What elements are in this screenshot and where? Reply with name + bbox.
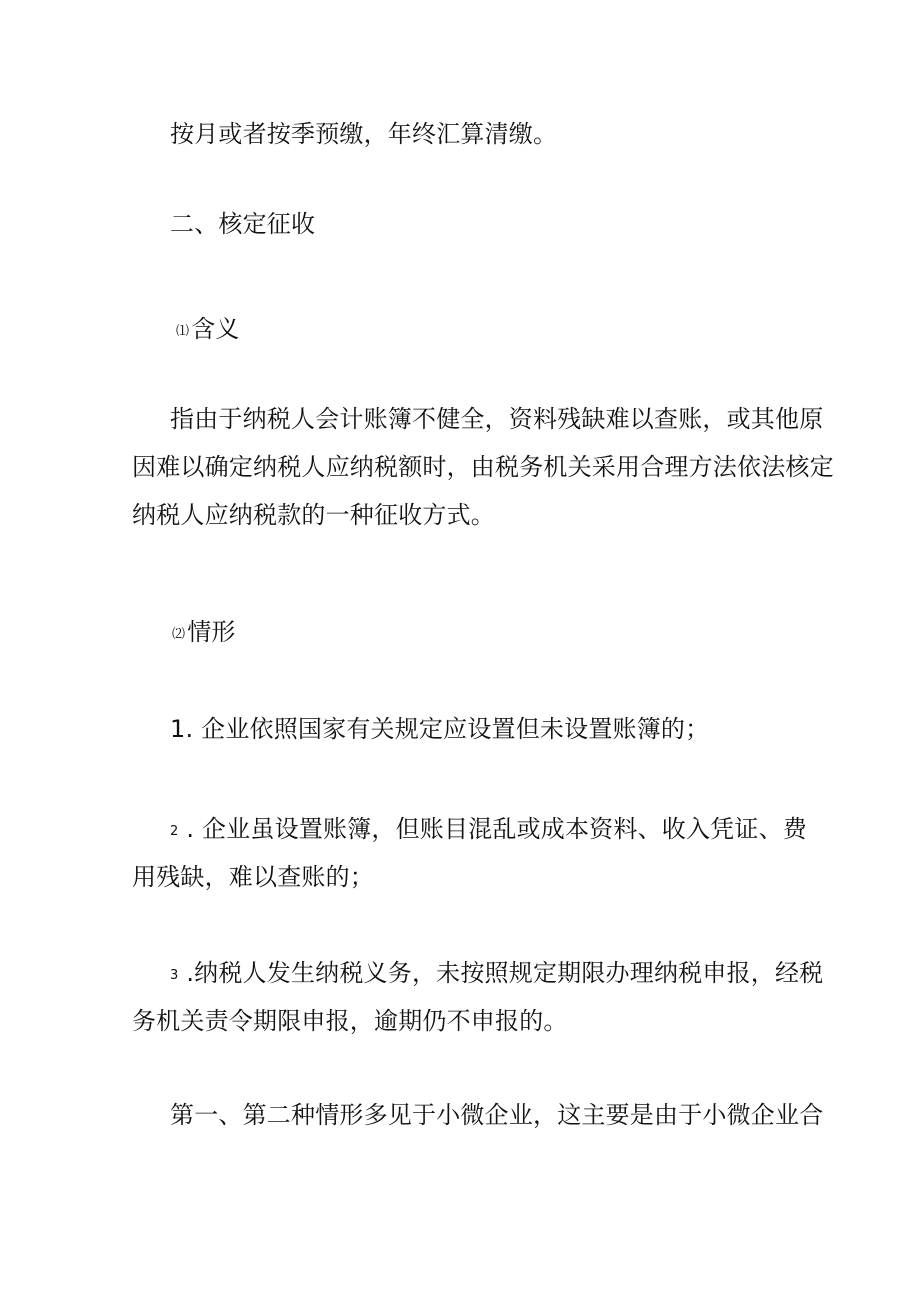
- case-item-2-continued: 用残缺，难以查账的；: [132, 863, 374, 891]
- definition-line: 指由于纳税人会计账簿不健全，资料残缺难以查账，或其他原: [170, 405, 824, 433]
- section-heading: 二、核定征收: [170, 210, 316, 238]
- closing-paragraph: 第一、第二种情形多见于小微企业，这主要是由于小微企业合: [170, 1101, 824, 1129]
- subheading-marker: ⑵: [172, 627, 186, 642]
- subheading-cases: [172, 616, 236, 651]
- case-number: 3: [170, 968, 179, 983]
- case-text: .纳税人发生纳税义务，未按照规定期限办理纳税申报，经税: [178, 959, 824, 987]
- paragraph-prepayment: 按月或者按季预缴，年终汇算清缴。: [170, 120, 558, 148]
- case-number: 2: [170, 824, 179, 839]
- case-text: . 企业虽设置账簿，但账目混乱或成本资料、收入凭证、费: [178, 815, 807, 843]
- case-item-3: [170, 957, 823, 992]
- case-item-3-continued: 务机关责令期限申报，逾期仍不申报的。: [132, 1007, 568, 1035]
- subheading-marker: ⑴: [176, 324, 190, 339]
- subheading-meaning: [176, 313, 240, 348]
- subheading-text: 情形: [187, 618, 236, 646]
- definition-line: 纳税人应纳税款的一种征收方式。: [132, 501, 495, 529]
- subheading-text: 含义: [191, 315, 240, 343]
- case-item-2: [170, 813, 807, 848]
- definition-line: 因难以确定纳税人应纳税额时，由税务机关采用合理方法依法核定: [132, 453, 834, 481]
- case-item-1: 1. 企业依照国家有关规定应设置但未设置账簿的；: [170, 715, 710, 743]
